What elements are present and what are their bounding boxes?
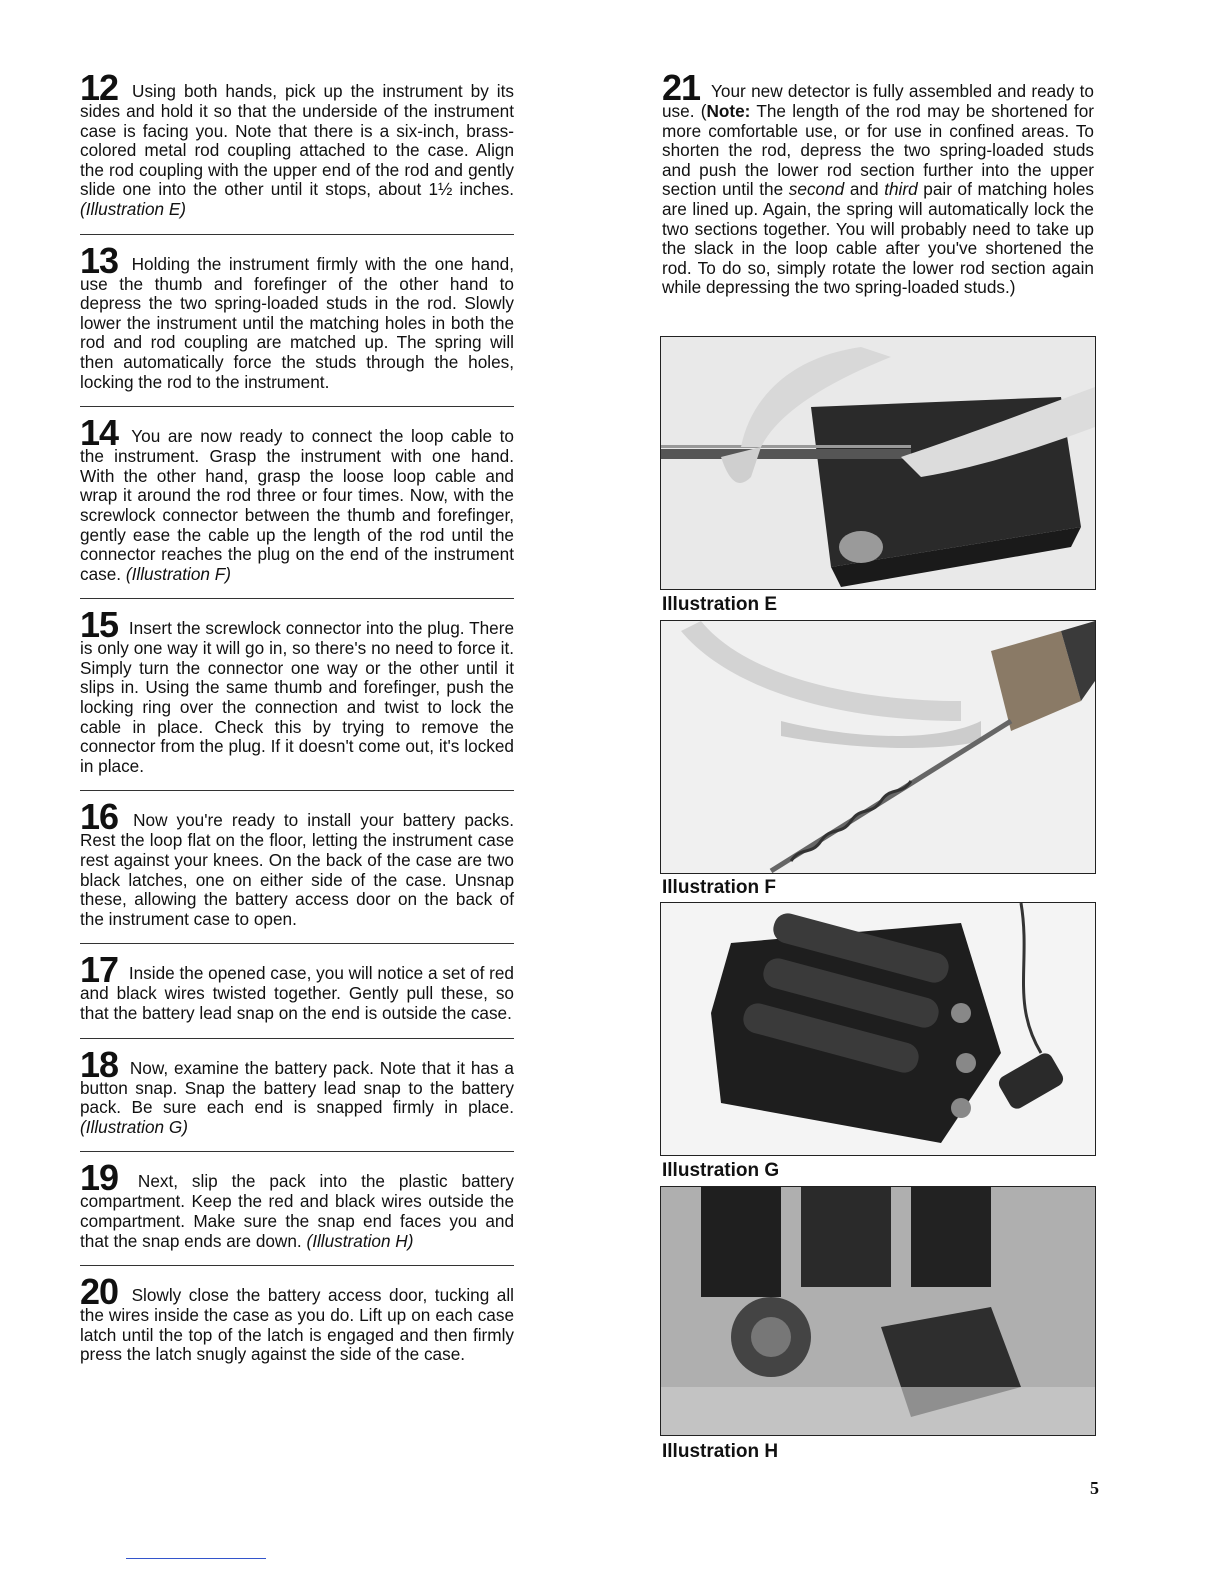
step-12 [80, 67, 514, 235]
step-number: 12 [80, 67, 119, 108]
step-text: Inside the opened case, you will notice a set of red and black wires twisted together. Gently pull these, so that the battery lead snap on the end is outside the case. [80, 963, 514, 1023]
emphasis-second: second [788, 179, 845, 200]
step-text: pair of matching holes are lined up. Again, the spring will automatically lock the two sections together. You will probably need to take up the slack in the loop cable after you've shortened the rod. To do so, simply rotate the lower rod section again while depressing the two spring-loaded studs.) [662, 179, 1094, 298]
emphasis-third: third [884, 179, 918, 200]
step-number: 17 [80, 949, 119, 991]
right-column [662, 67, 1094, 312]
step-number: 20 [80, 1271, 119, 1313]
step-text: and [844, 179, 885, 200]
illustration-reference: (Illustration F) [125, 563, 231, 584]
illustration-h-photo [660, 1186, 1096, 1436]
caption-illustration-g: Illustration G [662, 1160, 780, 1181]
battery-pack-image [661, 903, 1095, 1155]
illustration-reference: (Illustration E) [80, 198, 187, 219]
illustration-reference: (Illustration G) [80, 1116, 188, 1137]
step-number: 16 [80, 796, 119, 838]
step-number: 18 [80, 1043, 119, 1085]
step-20 [80, 1266, 514, 1379]
battery-compartment-image [661, 1187, 1095, 1435]
step-number: 19 [80, 1157, 119, 1199]
step-text: Slowly close the battery access door, tucking all the wires inside the case as you do. Lift up on each case latch until the top of the latch is engaged and then firmly press the latch snugly against the side of the case. [80, 1285, 514, 1365]
step-text: Your new detector is fully assembled and ready to use. ( [662, 81, 1094, 121]
step-text: The length of the rod may be shortened for more comfortable use, or for use in confined areas. To shorten the rod, depress the two spring-loaded studs and push the lower rod section further into the upper section until the [662, 101, 1094, 200]
hands-rod-case-image [661, 337, 1095, 589]
note-label: Note: [706, 101, 751, 121]
step-16 [80, 791, 514, 944]
page-number: 5 [1090, 1478, 1099, 1498]
step-text: Holding the instrument firmly with the one hand, use the thumb and forefinger of the other hand to depress the two spring-loaded studs in the rod. Slowly lower the instrument until the matching holes in both the rod and rod coupling are matched up. The spring will then automatically force the studs through the holes, locking the rod to the instrument. [80, 253, 514, 392]
step-text: Next, slip the pack into the plastic battery compartment. Keep the red and black wires outside the compartment. Make sure the snap end faces you and that the snap ends are down. [80, 1171, 514, 1251]
caption-illustration-h: Illustration H [662, 1441, 779, 1462]
step-text: You are now ready to connect the loop cable to the instrument. Grasp the instrument with one hand. With the other hand, grasp the loose loop cable and wrap it around the rod three or four times. Now, with the screwlock connector between the thumb and forefinger, gently ease the cable up the length of the rod until the connector reaches the plug on the end of the instrument case. [80, 426, 514, 584]
step-text: Using both hands, pick up the instrument by its sides and hold it so that the underside of the instrument case is facing you. Note that there is a six-inch, brass-colored metal rod coupling attached to the case. Align the rod coupling with the upper end of the rod and gently slide one into the other until it stops, about 1½ inches. [80, 81, 514, 200]
step-number: 21 [662, 67, 701, 108]
step-18 [80, 1039, 514, 1153]
step-text: Insert the screwlock connector into the plug. There is only one way it will go in, so there's no need to force it. Simply turn the connector one way or the other until it slips in. Using the same thumb and forefinger, push the locking ring over the connection and twist to lock the cable in place. Check this by trying to remove the connector from the plug. If it doesn't come out, it's locked in place. [80, 618, 514, 776]
illustration-reference: (Illustration H) [306, 1230, 414, 1251]
illustration-e-photo [660, 336, 1096, 590]
step-21 [662, 67, 1094, 312]
step-13 [80, 235, 514, 408]
step-15 [80, 599, 514, 791]
step-17 [80, 944, 514, 1038]
illustration-g-photo [660, 902, 1096, 1156]
step-14 [80, 407, 514, 599]
connector-cable-image [661, 621, 1095, 873]
footer-rule [126, 1558, 266, 1559]
caption-illustration-e: Illustration E [662, 594, 778, 615]
illustration-f-photo [660, 620, 1096, 874]
step-text: Now, examine the battery pack. Note that it has a button snap. Snap the battery lead snap to the battery pack. Be sure each end is snapped firmly in place. [80, 1057, 514, 1118]
step-text: Now you're ready to install your battery packs. Rest the loop flat on the floor, letting the instrument case rest against your knees. On the back of the case are two black latches, one on either side of the case. Unsnap these, allowing the battery access door on the back of the instrument case to open. [80, 810, 514, 929]
left-column [80, 67, 514, 1379]
step-number: 14 [80, 412, 119, 454]
caption-illustration-f: Illustration F [662, 877, 776, 898]
step-19 [80, 1152, 514, 1266]
step-number: 13 [80, 239, 119, 281]
step-number: 15 [80, 604, 119, 646]
